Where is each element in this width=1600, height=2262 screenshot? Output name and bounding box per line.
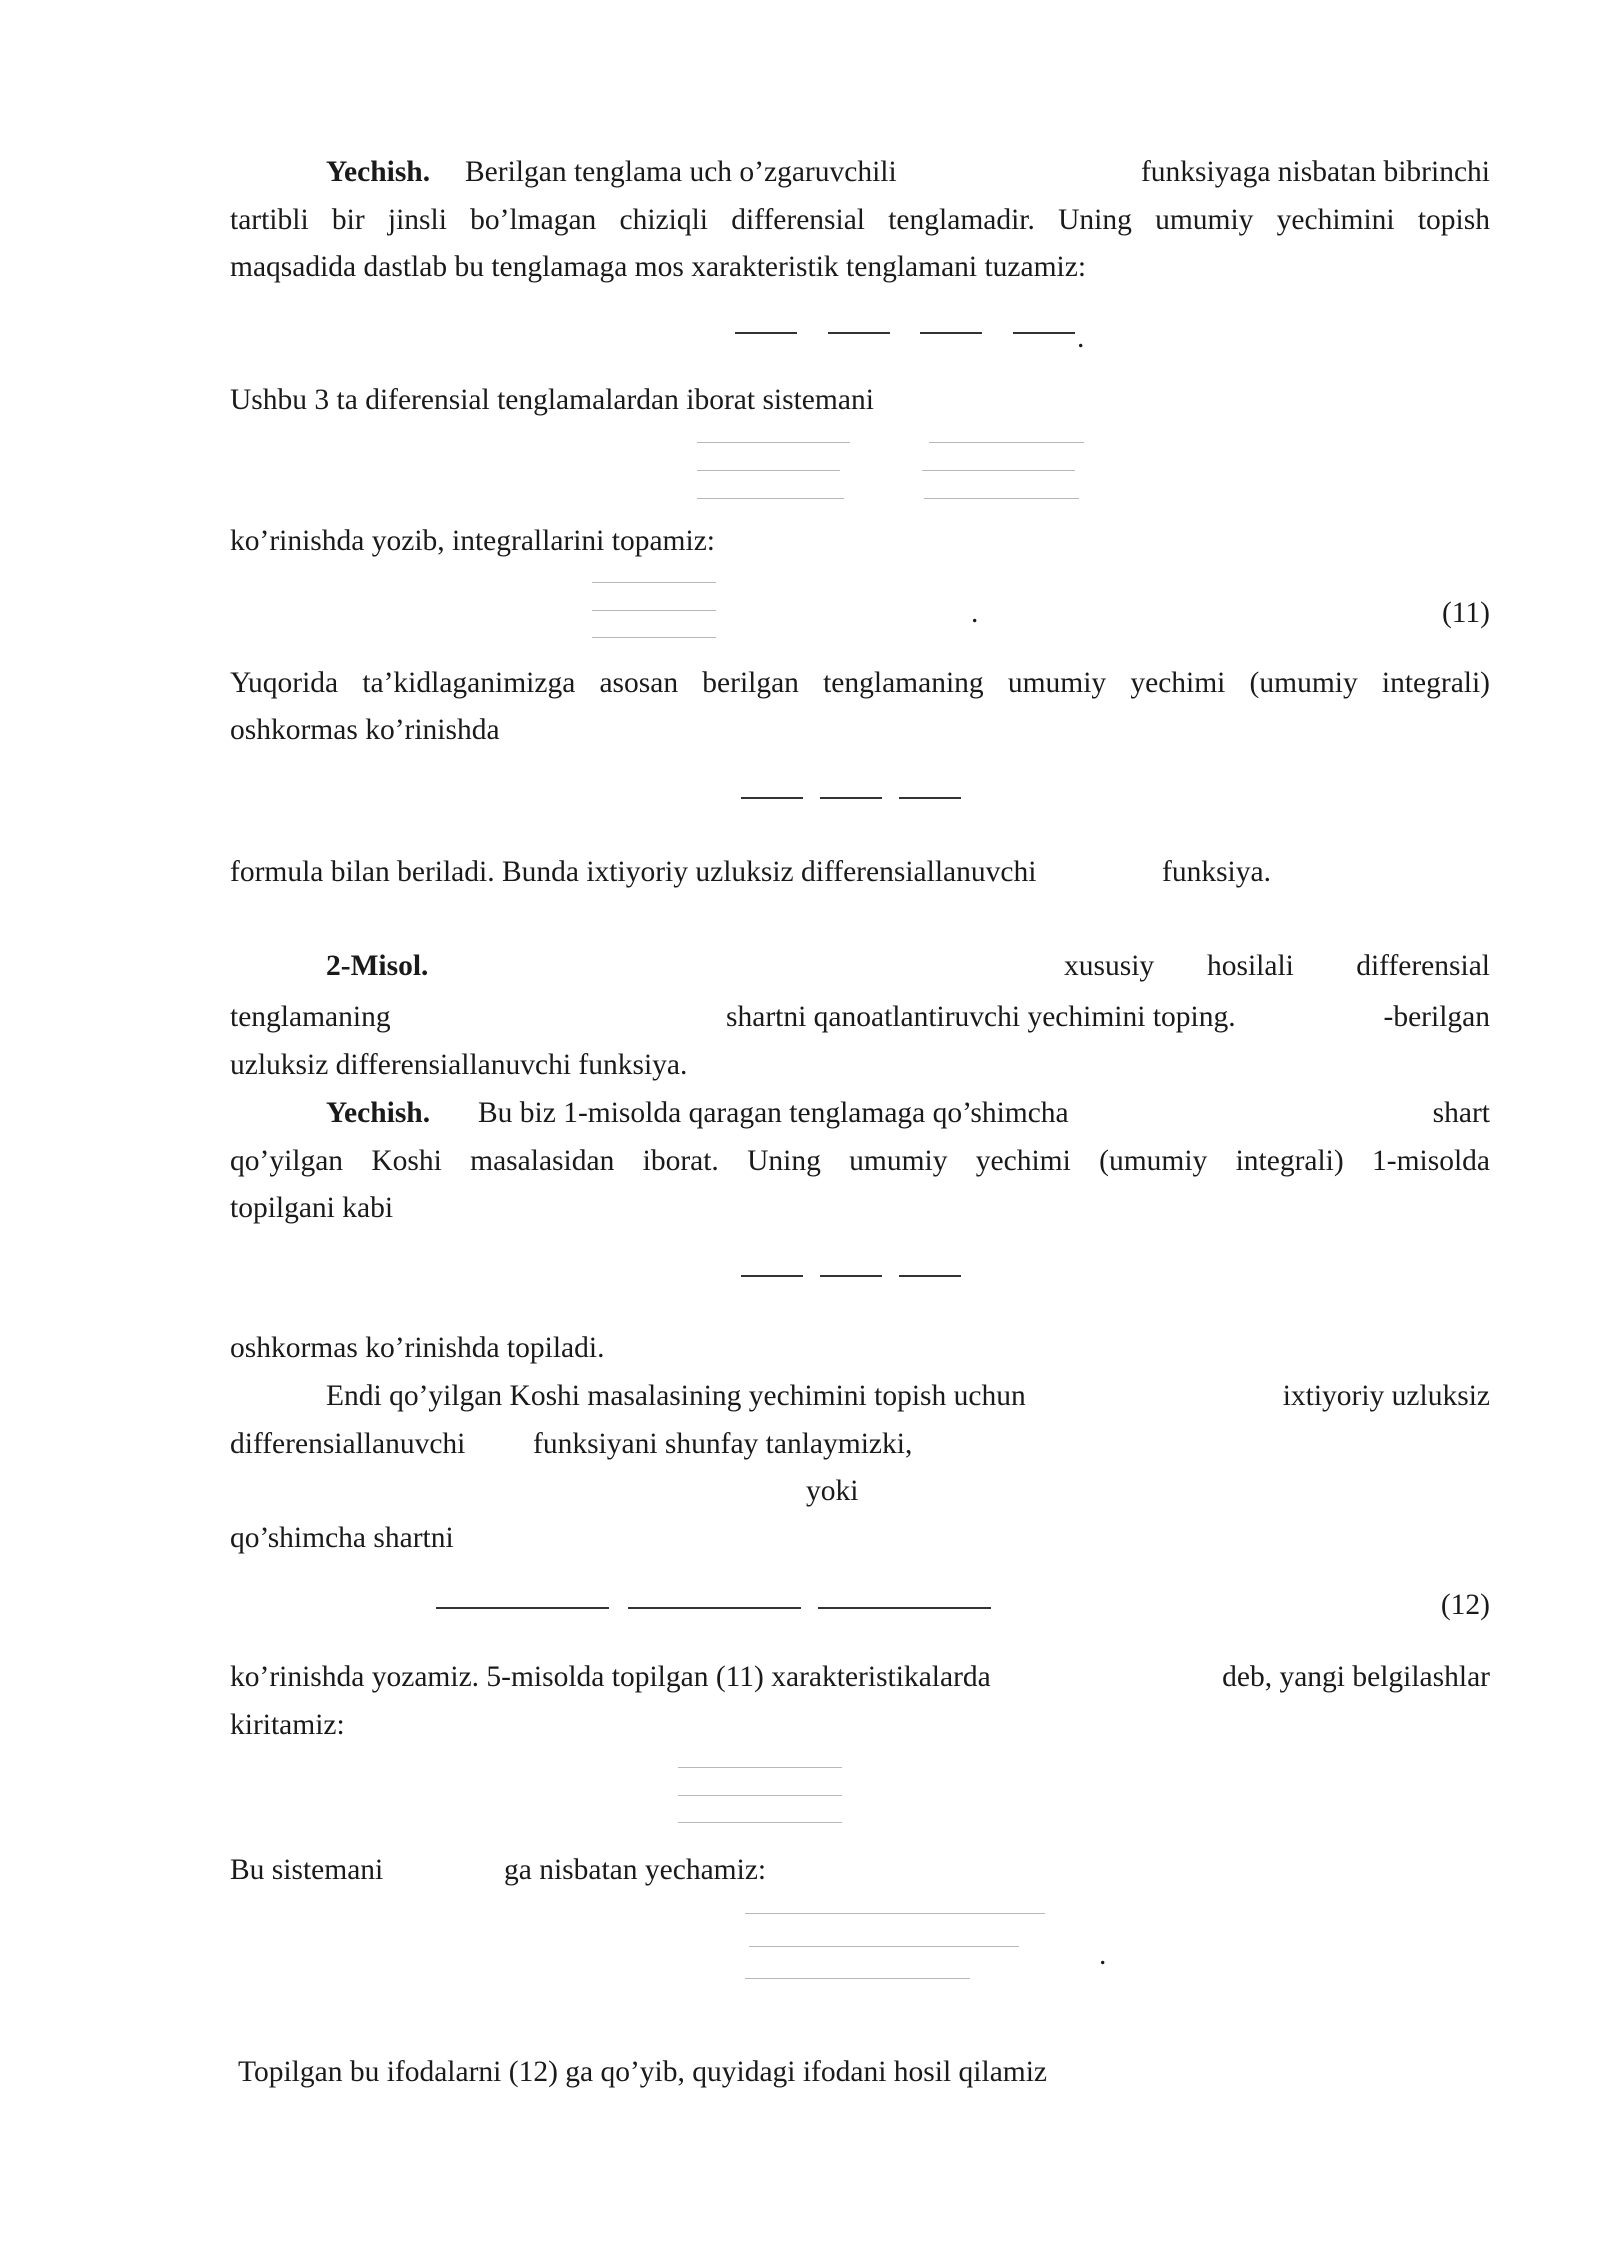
example-2-label: 2-Misol. xyxy=(326,950,429,982)
p5-line-2b: funksiyani shunfay tanlaymizki, xyxy=(533,1428,913,1460)
p6-line-1a: ko’rinishda yozamiz. 5-misolda topilgan (11) xarakteristikalarda xyxy=(230,1661,991,1693)
solution-label-2: Yechish. xyxy=(326,1097,431,1129)
p6-line-2: kiritamiz: xyxy=(230,1709,345,1741)
p4-line-2: qo’yilgan Koshi masalasidan iborat. Uning umumiy yechimi (umumiy integrali) 1-misolda xyxy=(230,1145,1490,1177)
formula-line xyxy=(678,1795,842,1796)
equation-dot: . xyxy=(1077,322,1085,354)
equation-number-12: (12) xyxy=(1440,1589,1490,1621)
ex2-line-3: uzluksiz differensiallanuvchi funksiya. xyxy=(230,1049,688,1081)
fraction-bar xyxy=(899,797,961,799)
fraction-bar xyxy=(818,1607,991,1609)
formula-line xyxy=(678,1822,842,1823)
p4-line-4: oshkormas ko’rinishda topiladi. xyxy=(230,1332,605,1364)
solution-label-1: Yechish. xyxy=(326,156,431,188)
ex2-word-c: differensial xyxy=(1356,950,1490,982)
formula-line xyxy=(697,470,840,471)
p3-line-2: oshkormas ko’rinishda xyxy=(230,714,500,746)
p4-text-a: Bu biz 1-misolda qaragan tenglamaga qo’shimcha xyxy=(478,1097,1069,1129)
p1-text-a: Berilgan tenglama uch o’zgaruvchili xyxy=(465,156,897,188)
p4-text-b: shart xyxy=(1432,1097,1490,1129)
fraction-bar xyxy=(820,797,882,799)
p1-line-3: maqsadida dastlab bu tenglamaga mos xarakteristik tenglamani tuzamiz: xyxy=(230,251,1087,283)
p6-line-3a: Bu sistemani xyxy=(230,1854,384,1886)
equation-number-11: (11) xyxy=(1441,597,1490,629)
ex2-line-2a: tenglamaning xyxy=(230,1001,391,1033)
fraction-bar xyxy=(828,332,890,334)
p5-line-1a: Endi qo’yilgan Koshi masalasining yechimini topish uchun xyxy=(326,1380,1026,1412)
p2-line: Ushbu 3 ta diferensial tenglamalardan iborat sistemani xyxy=(230,384,874,416)
formula-line xyxy=(745,1978,970,1979)
fraction-bar xyxy=(899,1275,961,1277)
p6-last-line: Topilgan bu ifodalarni (12) ga qo’yib, quyidagi ifodani hosil qilamiz xyxy=(238,2056,1048,2088)
p3-line-3b: funksiya. xyxy=(1162,856,1271,888)
equation-dot: . xyxy=(971,597,979,629)
formula-line xyxy=(922,470,1075,471)
formula-line xyxy=(697,442,850,443)
fraction-bar xyxy=(436,1607,609,1609)
p1-text-b: funksiyaga nisbatan bibrinchi xyxy=(1140,156,1490,188)
fraction-bar xyxy=(820,1275,882,1277)
fraction-bar xyxy=(741,1275,803,1277)
ex2-line-2c: -berilgan xyxy=(1383,1001,1490,1033)
fraction-bar xyxy=(920,332,982,334)
p6-line-3b: ga nisbatan yechamiz: xyxy=(504,1854,767,1886)
ex2-word-b: hosilali xyxy=(1207,950,1294,982)
formula-line xyxy=(592,582,716,583)
formula-line xyxy=(929,442,1084,443)
p4-line-3: topilgani kabi xyxy=(230,1192,394,1224)
p3-line-3: formula bilan beriladi. Bunda ixtiyoriy uzluksiz differensiallanuvchi xyxy=(230,856,1037,888)
fraction-bar xyxy=(741,797,803,799)
fraction-bar xyxy=(1013,332,1075,334)
formula-line xyxy=(697,498,844,499)
formula-line xyxy=(749,1946,1019,1947)
p5-line-2a: differensiallanuvchi xyxy=(230,1428,466,1460)
fraction-bar xyxy=(628,1607,801,1609)
fraction-bar xyxy=(735,332,797,334)
p5-line-1b: ixtiyoriy uzluksiz xyxy=(1282,1380,1490,1412)
ex2-line-2b: shartni qanoatlantiruvchi yechimini toping. xyxy=(726,1001,1236,1033)
equation-dot: . xyxy=(1099,1939,1107,1971)
formula-line xyxy=(924,498,1079,499)
p1-line-2: tartibli bir jinsli bo’lmagan chiziqli differensial tenglamadir. Uning umumiy yechimini topish xyxy=(230,204,1490,236)
p2-after: ko’rinishda yozib, integrallarini topamiz: xyxy=(230,525,715,557)
p5-line-4: qo’shimcha shartni xyxy=(230,1522,454,1554)
p6-line-1b: deb, yangi belgilashlar xyxy=(1222,1661,1490,1693)
formula-line xyxy=(678,1767,842,1768)
ex2-word-a: xususiy xyxy=(1064,950,1155,982)
formula-line xyxy=(592,637,716,638)
formula-line xyxy=(745,1913,1045,1914)
formula-line xyxy=(592,610,716,611)
p3-line-1: Yuqorida ta’kidlaganimizga asosan berilgan tenglamaning umumiy yechimi (umumiy integrali) xyxy=(230,667,1490,699)
p5-yoki: yoki xyxy=(806,1475,859,1507)
